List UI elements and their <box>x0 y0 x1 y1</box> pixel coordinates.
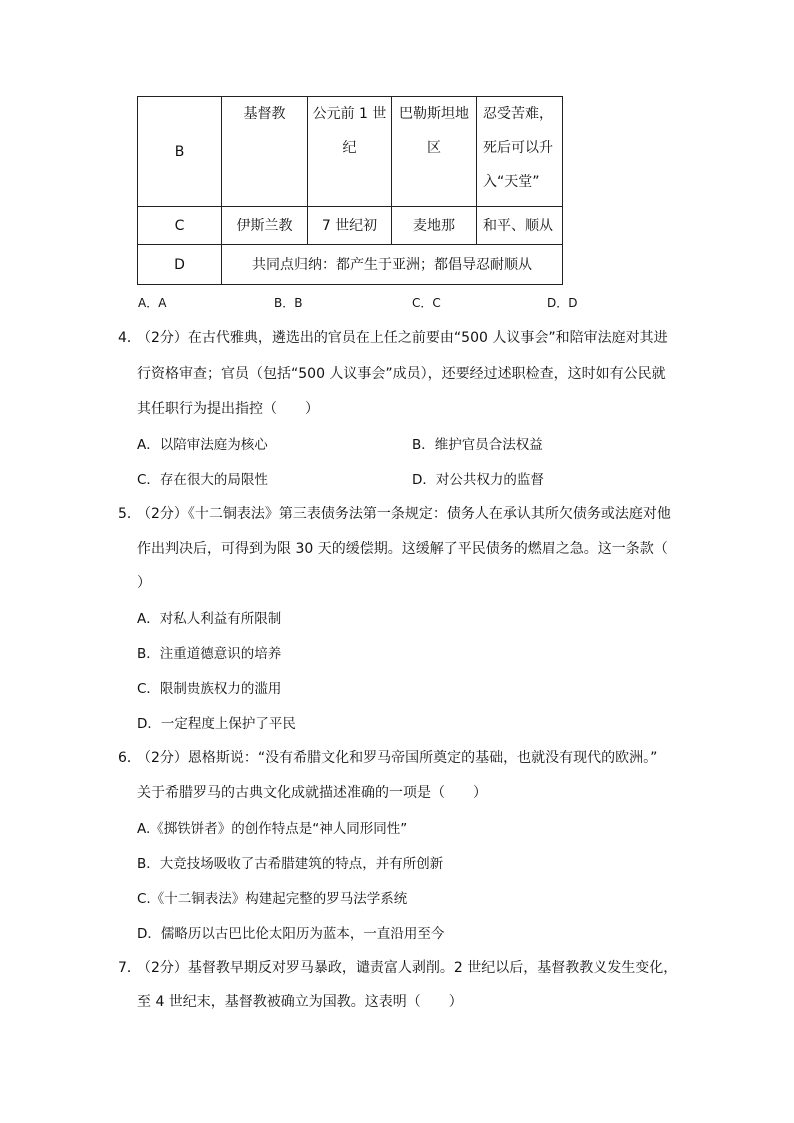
option-c[interactable]: C.《十二铜表法》构建起完整的罗马法学系统 <box>137 891 408 907</box>
doctrine-cell: 和平、顺从 <box>477 207 563 245</box>
question-line: 作出判决后，可得到为限 30 天的缓偿期。这缓解了平民债务的燃眉之急。这一条款（ <box>137 541 668 557</box>
time-line: 公元前 1 世 <box>312 106 387 122</box>
question-line: 行资格审查；官员（包括“500 人议事会”成员），还要经过述职检查，这时如有公民就 <box>137 366 666 382</box>
doctrine-line: 入“天堂” <box>483 174 540 190</box>
question-line: （2分）《十二铜表法》第三表债务法第一条规定：债务人在承认其所欠债务或法庭对他 <box>137 506 671 522</box>
option-c[interactable]: C．C <box>412 296 441 310</box>
table-row <box>138 245 563 285</box>
option-c[interactable]: C．存在很大的局限性 <box>137 472 268 488</box>
religion-cell: 基督教 <box>222 97 308 207</box>
doctrine-line: 忍受苦难， <box>483 106 553 122</box>
doctrine-cell <box>477 97 563 207</box>
row-label: D <box>138 245 222 285</box>
question-line: 关于希腊罗马的古典文化成就描述准确的一项是（ ） <box>137 785 487 801</box>
place-line: 巴勒斯坦地 <box>399 106 469 122</box>
option-d[interactable]: D．D <box>547 296 578 310</box>
option-b[interactable]: B．维护官员合法权益 <box>412 437 543 453</box>
question-number: 5． <box>118 506 141 522</box>
question-line: （2分）恩格斯说：“没有希腊文化和罗马帝国所奠定的基础，也就没有现代的欧洲。” <box>137 750 658 766</box>
option-a[interactable]: A．以陪审法庭为核心 <box>137 437 268 453</box>
time-cell <box>308 97 392 207</box>
option-c[interactable]: C．限制贵族权力的滥用 <box>137 681 282 697</box>
option-d[interactable]: D．对公共权力的监督 <box>412 472 544 488</box>
row-label: C <box>138 207 222 245</box>
doctrine-line: 死后可以升 <box>483 140 553 156</box>
question-line: 其任职行为提出指控（ ） <box>137 401 319 417</box>
option-a[interactable]: A．A <box>138 296 167 310</box>
question-line: ） <box>137 575 151 591</box>
option-b[interactable]: B．注重道德意识的培养 <box>137 646 282 662</box>
question-number: 6． <box>118 750 141 766</box>
option-a[interactable]: A.《掷铁饼者》的创作特点是“神人同形同性” <box>137 821 408 837</box>
question-line: 至 4 世纪末，基督教被确立为国教。这表明（ ） <box>137 994 463 1010</box>
summary-cell: 共同点归纳：都产生于亚洲；都倡导忍耐顺从 <box>222 245 563 285</box>
option-d[interactable]: D．儒略历以古巴比伦太阳历为蓝本，一直沿用至今 <box>137 926 445 942</box>
table-row <box>138 207 563 245</box>
row-label: B <box>138 97 222 207</box>
place-line: 区 <box>427 140 441 156</box>
time-line: 纪 <box>342 140 357 156</box>
table-row <box>138 97 563 207</box>
question-line: （2分）基督教早期反对罗马暴政，谴责富人剥削。2 世纪以后，基督教教义发生变化， <box>137 960 678 976</box>
place-cell <box>392 97 477 207</box>
religion-cell: 伊斯兰教 <box>222 207 308 245</box>
question-number: 7． <box>118 960 141 976</box>
option-b[interactable]: B．B <box>274 296 303 310</box>
question-number: 4． <box>118 330 141 346</box>
option-a[interactable]: A．对私人利益有所限制 <box>137 611 282 627</box>
place-cell: 麦地那 <box>392 207 477 245</box>
option-b[interactable]: B．大竞技场吸收了古希腊建筑的特点，并有所创新 <box>137 856 444 872</box>
time-cell: 7 世纪初 <box>308 207 392 245</box>
question-line: （2分）在古代雅典，遴选出的官员在上任之前要由“500 人议事会”和陪审法庭对其进 <box>137 330 668 346</box>
option-d[interactable]: D．一定程度上保护了平民 <box>137 716 296 732</box>
religion-comparison-table <box>137 96 563 285</box>
